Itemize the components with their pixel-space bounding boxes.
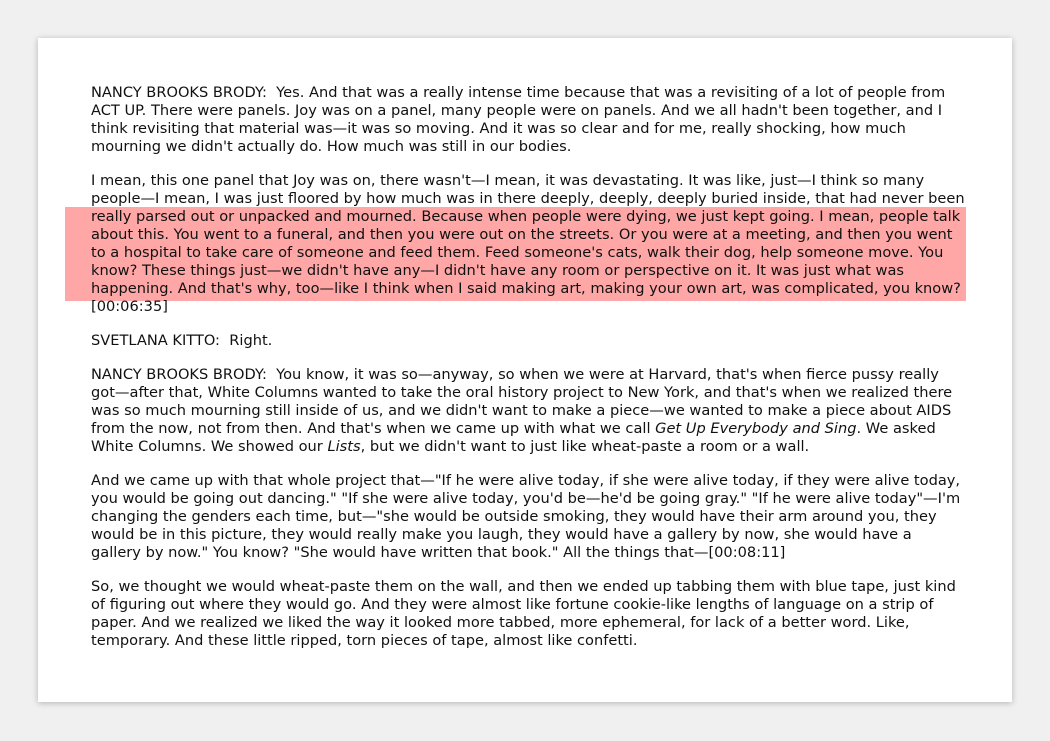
paragraph-2 [91,172,966,316]
paragraph-5 [91,472,966,562]
paragraph-text: Right. [229,332,273,349]
paragraph-text: And we came up with that whole project that—"If he were alive today, if she were alive today, if they were alive today, you would be going out dancing." "If she were alive today, you'd be—he'd be going gray." "If he were alive today"—I'm changing the genders each time, but—"she would be outside smoking, they would have their arm around you, they would be in this picture, they would really make you laugh, they would have a gallery by now, she would have a gallery by now." You know? "She would have written that book." All the things that—[00:08:11] [91,472,961,561]
paragraph-text: I mean, this one panel that Joy was on, there wasn't—I mean, it was devastating. It was like, just—I think so many people—I mean, I was just floored by how much was in there deeply, deeply, deeply buried inside, that had never been really parsed out or unpacked and mourned. Because when people were dying, we just kept going. I mean, people talk about this. You went to a funeral, and then you were out on the streets. Or you were at a meeting, and then you went to a hospital to take care of someone and feed them. Feed someone's cats, walk their dog, help someone move. You know? These things just—we didn't have any—I didn't have any room or perspective on it. It was just what was happening. And that's why, too—like I think when I said making art, making your own art, was complicated, you know? [00:06:35] [91,172,965,315]
italic-title: Get Up Everybody and Sing [655,420,857,437]
speaker-label: NANCY BROOKS BRODY: [91,84,267,101]
paragraph-3 [91,332,966,350]
italic-title: Lists [327,438,361,455]
paragraph-text: You know, it was so—anyway, so when we were at Harvard, that's when fierce pussy really got—after that, White Columns wanted to take the oral history project to New York, and that's when we realized there was so much mourning still inside of us, and we didn't want to make a piece—we wanted to make a piece about AIDS from the now, not from then. And that's when we came up with what we call [91,366,953,437]
transcript-body [91,84,966,666]
paragraph-4 [91,366,966,456]
paragraph-6 [91,578,966,650]
speaker-label: SVETLANA KITTO: [91,332,220,349]
paragraph-1 [91,84,966,156]
paragraph-text: So, we thought we would wheat-paste them on the wall, and then we ended up tabbing them with blue tape, just kind of figuring out where they would go. And they were almost like fortune cookie-like lengths of language on a strip of paper. And we realized we liked the way it looked more tabbed, more ephemeral, for lack of a better word. Like, temporary. And these little ripped, torn pieces of tape, almost like confetti. [91,578,956,649]
paragraph-text: Yes. And that was a really intense time because that was a revisiting of a lot of people from ACT UP. There were panels. Joy was on a panel, many people were on panels. And we all hadn't been together, and I think revisiting that material was—it was so moving. And it was so clear and for me, really shocking, how much mourning we didn't actually do. How much was still in our bodies. [91,84,946,155]
paragraph-text: , but we didn't want to just like wheat-paste a room or a wall. [360,438,810,455]
speaker-label: NANCY BROOKS BRODY: [91,366,267,383]
paragraph-text: . We asked White Columns. We showed our [91,420,936,455]
